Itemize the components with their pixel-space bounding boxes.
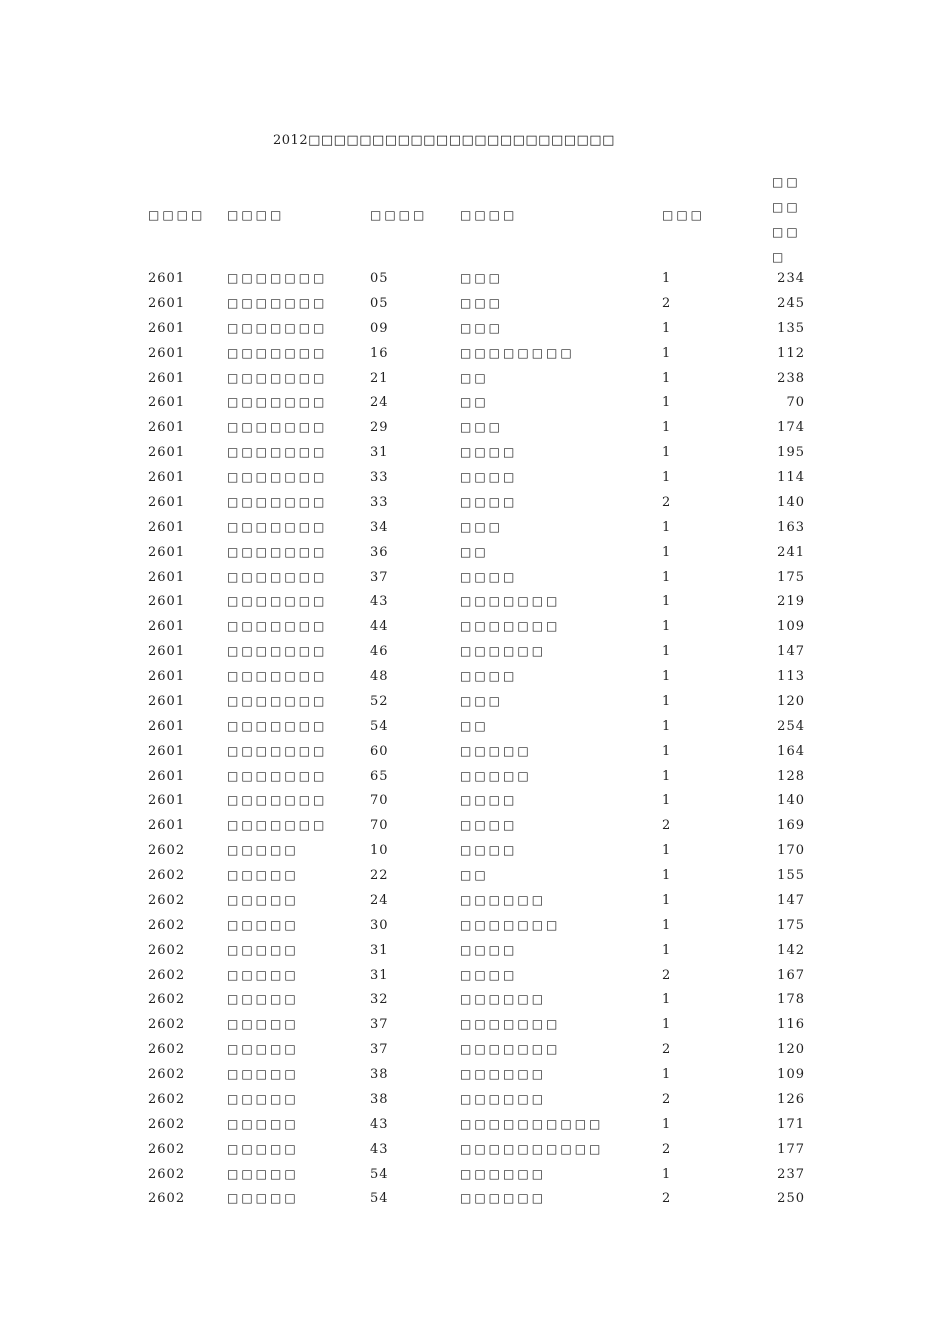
cell-sub-code: 37 xyxy=(370,1042,389,1058)
cell-name: □□□□□□□ xyxy=(227,793,328,808)
table-row xyxy=(0,567,950,592)
header-col-4: □□□□ xyxy=(460,208,518,222)
cell-sub-name: □□□□□□ xyxy=(460,1166,547,1181)
cell-score: 164 xyxy=(777,743,805,759)
table-row xyxy=(0,915,950,940)
cell-score: 175 xyxy=(777,917,805,933)
cell-code: 2602 xyxy=(148,1042,186,1058)
cell-sub-name: □□□ xyxy=(460,519,504,534)
cell-name: □□□□□ xyxy=(227,1017,299,1032)
cell-sub-code: 43 xyxy=(370,1116,389,1132)
cell-score: 142 xyxy=(777,942,805,958)
table-row xyxy=(0,442,950,467)
cell-code: 2601 xyxy=(148,470,186,485)
cell-name: □□□□□ xyxy=(227,892,299,907)
cell-score: 237 xyxy=(777,1166,805,1182)
cell-sub-name: □□□□□□ xyxy=(460,992,547,1007)
cell-index: 1 xyxy=(662,1116,671,1132)
cell-sub-code: 09 xyxy=(370,320,389,336)
cell-sub-name: □□□□□□□□ xyxy=(460,345,575,360)
cell-index: 1 xyxy=(662,320,671,336)
cell-sub-name: □□□□ xyxy=(460,793,518,808)
cell-sub-name: □□□□□□ xyxy=(460,1191,547,1206)
cell-code: 2601 xyxy=(148,345,186,361)
cell-name: □□□□□□□ xyxy=(227,693,328,708)
cell-index: 1 xyxy=(662,718,671,734)
cell-code: 2601 xyxy=(148,669,186,684)
table-row xyxy=(0,368,950,393)
cell-index: 2 xyxy=(662,1191,671,1207)
table-row xyxy=(0,1164,950,1189)
table-row xyxy=(0,1064,950,1089)
cell-name: □□□□□□□ xyxy=(227,569,328,584)
cell-score: 169 xyxy=(777,818,805,834)
cell-index: 1 xyxy=(662,594,671,610)
cell-index: 1 xyxy=(662,271,671,286)
cell-index: 2 xyxy=(662,494,671,510)
cell-name: □□□□□□□ xyxy=(227,768,328,783)
cell-score: 120 xyxy=(777,693,805,709)
cell-sub-code: 31 xyxy=(370,942,389,958)
table-row xyxy=(0,542,950,567)
cell-code: 2601 xyxy=(148,793,186,809)
cell-sub-name: □□□ xyxy=(460,320,504,335)
cell-index: 1 xyxy=(662,942,671,958)
cell-sub-name: □□□□□□□ xyxy=(460,1017,561,1032)
cell-sub-code: 52 xyxy=(370,693,389,709)
table-row xyxy=(0,716,950,741)
cell-sub-name: □□□□□□□ xyxy=(460,917,561,932)
cell-code: 2601 xyxy=(148,594,186,610)
cell-name: □□□□□ xyxy=(227,1091,299,1106)
cell-score: 120 xyxy=(777,1042,805,1058)
cell-sub-code: 24 xyxy=(370,892,389,908)
cell-sub-name: □□□□ xyxy=(460,470,518,484)
cell-name: □□□□□□□ xyxy=(227,669,328,683)
cell-sub-code: 48 xyxy=(370,669,389,684)
cell-score: 155 xyxy=(777,868,805,883)
cell-sub-code: 54 xyxy=(370,1191,389,1207)
table-row xyxy=(0,940,950,965)
header-col-6-line: □□ xyxy=(772,200,801,214)
cell-sub-code: 70 xyxy=(370,793,389,809)
cell-sub-code: 44 xyxy=(370,619,389,635)
cell-sub-name: □□□□□ xyxy=(460,743,532,758)
cell-sub-code: 31 xyxy=(370,445,389,461)
cell-index: 1 xyxy=(662,868,671,883)
cell-name: □□□□□ xyxy=(227,868,299,882)
cell-index: 1 xyxy=(662,470,671,485)
table-row xyxy=(0,815,950,840)
table-row xyxy=(0,741,950,766)
cell-index: 1 xyxy=(662,370,671,386)
cell-sub-code: 31 xyxy=(370,967,389,983)
cell-sub-name: □□ xyxy=(460,370,489,385)
cell-code: 2602 xyxy=(148,1191,186,1207)
cell-sub-code: 36 xyxy=(370,544,389,560)
cell-code: 2602 xyxy=(148,967,186,983)
cell-index: 1 xyxy=(662,693,671,709)
table-row xyxy=(0,1039,950,1064)
cell-index: 1 xyxy=(662,917,671,933)
table-row xyxy=(0,1089,950,1114)
cell-code: 2601 xyxy=(148,619,186,635)
cell-index: 1 xyxy=(662,843,671,859)
cell-score: 135 xyxy=(777,320,805,336)
cell-index: 2 xyxy=(662,295,671,311)
cell-index: 2 xyxy=(662,1042,671,1058)
header-col-6-line: □□ xyxy=(772,175,801,189)
cell-code: 2601 xyxy=(148,768,186,784)
table-row xyxy=(0,616,950,641)
cell-sub-code: 32 xyxy=(370,992,389,1008)
cell-score: 128 xyxy=(777,768,805,784)
cell-sub-code: 29 xyxy=(370,420,389,436)
cell-sub-code: 37 xyxy=(370,569,389,585)
data-table-body xyxy=(0,268,950,1213)
table-row xyxy=(0,591,950,616)
table-row xyxy=(0,840,950,865)
cell-index: 1 xyxy=(662,1166,671,1182)
cell-sub-code: 54 xyxy=(370,718,389,734)
cell-code: 2602 xyxy=(148,917,186,933)
cell-name: □□□□□ xyxy=(227,1141,299,1156)
cell-index: 1 xyxy=(662,420,671,436)
cell-name: □□□□□ xyxy=(227,1042,299,1057)
cell-index: 1 xyxy=(662,1017,671,1033)
table-row xyxy=(0,293,950,318)
cell-sub-name: □□□□□□ xyxy=(460,644,547,659)
cell-index: 1 xyxy=(662,892,671,908)
cell-code: 2602 xyxy=(148,1141,186,1157)
cell-name: □□□□□□□ xyxy=(227,619,328,634)
cell-code: 2601 xyxy=(148,271,186,286)
cell-score: 167 xyxy=(777,967,805,983)
cell-score: 114 xyxy=(777,470,805,485)
cell-score: 174 xyxy=(777,420,805,436)
cell-name: □□□□□□□ xyxy=(227,395,328,410)
cell-sub-name: □□□ xyxy=(460,420,504,435)
cell-sub-name: □□□□ xyxy=(460,669,518,683)
cell-code: 2602 xyxy=(148,1166,186,1182)
cell-sub-name: □□□□□□□ xyxy=(460,1042,561,1057)
cell-sub-name: □□□□ xyxy=(460,843,518,858)
cell-code: 2601 xyxy=(148,693,186,709)
cell-index: 1 xyxy=(662,644,671,660)
cell-sub-name: □□ xyxy=(460,868,489,882)
cell-sub-code: 10 xyxy=(370,843,389,859)
cell-sub-code: 43 xyxy=(370,594,389,610)
cell-score: 126 xyxy=(777,1091,805,1107)
table-row xyxy=(0,790,950,815)
cell-score: 178 xyxy=(777,992,805,1008)
cell-code: 2601 xyxy=(148,743,186,759)
table-row xyxy=(0,965,950,990)
table-row xyxy=(0,691,950,716)
cell-sub-name: □□ xyxy=(460,718,489,733)
cell-code: 2602 xyxy=(148,992,186,1008)
header-col-6-line: □ xyxy=(772,250,787,264)
cell-sub-name: □□ xyxy=(460,544,489,559)
cell-index: 1 xyxy=(662,544,671,560)
cell-name: □□□□□□□ xyxy=(227,271,328,285)
cell-sub-name: □□□ xyxy=(460,693,504,708)
cell-name: □□□□□□□ xyxy=(227,743,328,758)
cell-score: 241 xyxy=(777,544,805,560)
cell-score: 254 xyxy=(777,718,805,734)
cell-index: 2 xyxy=(662,818,671,834)
cell-sub-code: 30 xyxy=(370,917,389,933)
cell-name: □□□□□ xyxy=(227,917,299,932)
cell-code: 2602 xyxy=(148,1116,186,1132)
cell-score: 109 xyxy=(777,619,805,635)
cell-score: 170 xyxy=(777,843,805,859)
cell-name: □□□□□ xyxy=(227,1067,299,1081)
cell-index: 1 xyxy=(662,743,671,759)
table-row xyxy=(0,268,950,293)
cell-name: □□□□□□□ xyxy=(227,718,328,733)
cell-sub-name: □□□□□□□□□□ xyxy=(460,1116,604,1131)
cell-sub-name: □□□□□ xyxy=(460,768,532,783)
cell-sub-name: □□□□ xyxy=(460,967,518,982)
cell-sub-code: 34 xyxy=(370,519,389,535)
cell-code: 2601 xyxy=(148,494,186,510)
cell-code: 2602 xyxy=(148,1017,186,1033)
cell-score: 171 xyxy=(777,1116,805,1132)
cell-sub-name: □□□ xyxy=(460,295,504,310)
cell-score: 238 xyxy=(777,370,805,386)
cell-name: □□□□□□□ xyxy=(227,370,328,385)
cell-sub-name: □□□□ xyxy=(460,942,518,957)
table-row xyxy=(0,989,950,1014)
cell-name: □□□□□□□ xyxy=(227,320,328,335)
cell-name: □□□□□□□ xyxy=(227,519,328,534)
cell-sub-code: 38 xyxy=(370,1067,389,1082)
cell-score: 177 xyxy=(777,1141,805,1157)
cell-name: □□□□□□□ xyxy=(227,544,328,559)
cell-code: 2601 xyxy=(148,295,186,311)
cell-code: 2601 xyxy=(148,395,186,411)
cell-code: 2602 xyxy=(148,843,186,859)
cell-sub-name: □□□□ xyxy=(460,445,518,460)
cell-sub-code: 70 xyxy=(370,818,389,834)
cell-score: 234 xyxy=(777,271,805,286)
cell-code: 2601 xyxy=(148,370,186,386)
cell-index: 1 xyxy=(662,395,671,411)
cell-name: □□□□□□□ xyxy=(227,345,328,360)
cell-score: 116 xyxy=(777,1017,805,1033)
cell-code: 2602 xyxy=(148,1067,186,1082)
cell-score: 112 xyxy=(777,345,805,361)
cell-name: □□□□□□□ xyxy=(227,470,328,484)
cell-sub-code: 05 xyxy=(370,295,389,311)
cell-index: 2 xyxy=(662,967,671,983)
table-row xyxy=(0,517,950,542)
table-row xyxy=(0,1014,950,1039)
cell-sub-code: 24 xyxy=(370,395,389,411)
table-row xyxy=(0,1139,950,1164)
cell-sub-name: □□□□□□□ xyxy=(460,619,561,634)
cell-name: □□□□□ xyxy=(227,1116,299,1131)
cell-sub-name: □□□□□□ xyxy=(460,1067,547,1081)
cell-name: □□□□□ xyxy=(227,843,299,858)
cell-code: 2602 xyxy=(148,892,186,908)
cell-index: 1 xyxy=(662,1067,671,1082)
table-row xyxy=(0,766,950,791)
header-col-2: □□□□ xyxy=(227,208,285,222)
cell-code: 2601 xyxy=(148,569,186,585)
cell-name: □□□□□□□ xyxy=(227,295,328,310)
cell-code: 2602 xyxy=(148,942,186,958)
header-col-5: □□□ xyxy=(662,208,706,222)
cell-code: 2601 xyxy=(148,644,186,660)
cell-name: □□□□□ xyxy=(227,967,299,982)
header-col-3: □□□□ xyxy=(370,208,428,222)
cell-code: 2601 xyxy=(148,718,186,734)
cell-sub-code: 38 xyxy=(370,1091,389,1107)
cell-sub-code: 54 xyxy=(370,1166,389,1182)
cell-score: 140 xyxy=(777,793,805,809)
cell-sub-code: 37 xyxy=(370,1017,389,1033)
cell-name: □□□□□□□ xyxy=(227,644,328,659)
cell-sub-code: 46 xyxy=(370,644,389,660)
header-col-6 xyxy=(772,170,802,270)
table-row xyxy=(0,343,950,368)
table-row xyxy=(0,492,950,517)
cell-score: 147 xyxy=(777,892,805,908)
table-row xyxy=(0,417,950,442)
cell-sub-code: 43 xyxy=(370,1141,389,1157)
cell-code: 2601 xyxy=(148,420,186,436)
cell-index: 1 xyxy=(662,669,671,684)
cell-sub-name: □□ xyxy=(460,395,489,410)
cell-sub-name: □□□□□□ xyxy=(460,1091,547,1106)
cell-sub-name: □□□□ xyxy=(460,494,518,509)
cell-score: 147 xyxy=(777,644,805,660)
cell-name: □□□□□□□ xyxy=(227,420,328,435)
cell-index: 1 xyxy=(662,569,671,585)
cell-sub-code: 22 xyxy=(370,868,389,883)
page-title: 2012□□□□□□□□□□□□□□□□□□□□□□□□ xyxy=(273,133,615,148)
cell-sub-code: 65 xyxy=(370,768,389,784)
cell-sub-name: □□□□ xyxy=(460,569,518,584)
cell-index: 1 xyxy=(662,345,671,361)
cell-score: 250 xyxy=(777,1191,805,1207)
cell-code: 2601 xyxy=(148,445,186,461)
cell-sub-code: 33 xyxy=(370,494,389,510)
cell-sub-name: □□□□□□ xyxy=(460,892,547,907)
cell-score: 109 xyxy=(777,1067,805,1082)
cell-sub-code: 60 xyxy=(370,743,389,759)
cell-score: 163 xyxy=(777,519,805,535)
table-row xyxy=(0,392,950,417)
cell-code: 2601 xyxy=(148,544,186,560)
cell-score: 70 xyxy=(786,395,805,411)
cell-score: 175 xyxy=(777,569,805,585)
cell-sub-code: 21 xyxy=(370,370,389,386)
cell-name: □□□□□□□ xyxy=(227,445,328,460)
cell-name: □□□□□ xyxy=(227,1191,299,1206)
cell-sub-name: □□□□□□□ xyxy=(460,594,561,609)
cell-code: 2601 xyxy=(148,818,186,834)
cell-index: 1 xyxy=(662,793,671,809)
table-row xyxy=(0,641,950,666)
cell-sub-code: 16 xyxy=(370,345,389,361)
cell-score: 195 xyxy=(777,445,805,461)
cell-score: 140 xyxy=(777,494,805,510)
cell-code: 2602 xyxy=(148,1091,186,1107)
table-row xyxy=(0,467,950,492)
table-row xyxy=(0,318,950,343)
cell-score: 245 xyxy=(777,295,805,311)
cell-name: □□□□□ xyxy=(227,1166,299,1181)
cell-index: 1 xyxy=(662,619,671,635)
cell-name: □□□□□□□ xyxy=(227,494,328,509)
table-row xyxy=(0,890,950,915)
header-col-1: □□□□ xyxy=(148,208,206,222)
cell-sub-code: 33 xyxy=(370,470,389,485)
cell-index: 1 xyxy=(662,519,671,535)
table-row xyxy=(0,666,950,691)
cell-code: 2601 xyxy=(148,320,186,336)
cell-code: 2601 xyxy=(148,519,186,535)
cell-index: 2 xyxy=(662,1091,671,1107)
cell-index: 2 xyxy=(662,1141,671,1157)
header-col-6-line: □□ xyxy=(772,225,801,239)
cell-index: 1 xyxy=(662,768,671,784)
table-row xyxy=(0,1114,950,1139)
cell-name: □□□□□□□ xyxy=(227,818,328,833)
cell-code: 2602 xyxy=(148,868,186,883)
cell-sub-name: □□□□□□□□□□ xyxy=(460,1141,604,1156)
table-row xyxy=(0,1188,950,1213)
cell-name: □□□□□ xyxy=(227,992,299,1007)
table-row xyxy=(0,865,950,890)
cell-name: □□□□□ xyxy=(227,942,299,957)
cell-sub-name: □□□ xyxy=(460,271,504,285)
cell-sub-name: □□□□ xyxy=(460,818,518,833)
cell-score: 219 xyxy=(777,594,805,610)
cell-score: 113 xyxy=(777,669,805,684)
cell-name: □□□□□□□ xyxy=(227,594,328,609)
cell-sub-code: 05 xyxy=(370,271,389,286)
cell-index: 1 xyxy=(662,992,671,1008)
cell-index: 1 xyxy=(662,445,671,461)
